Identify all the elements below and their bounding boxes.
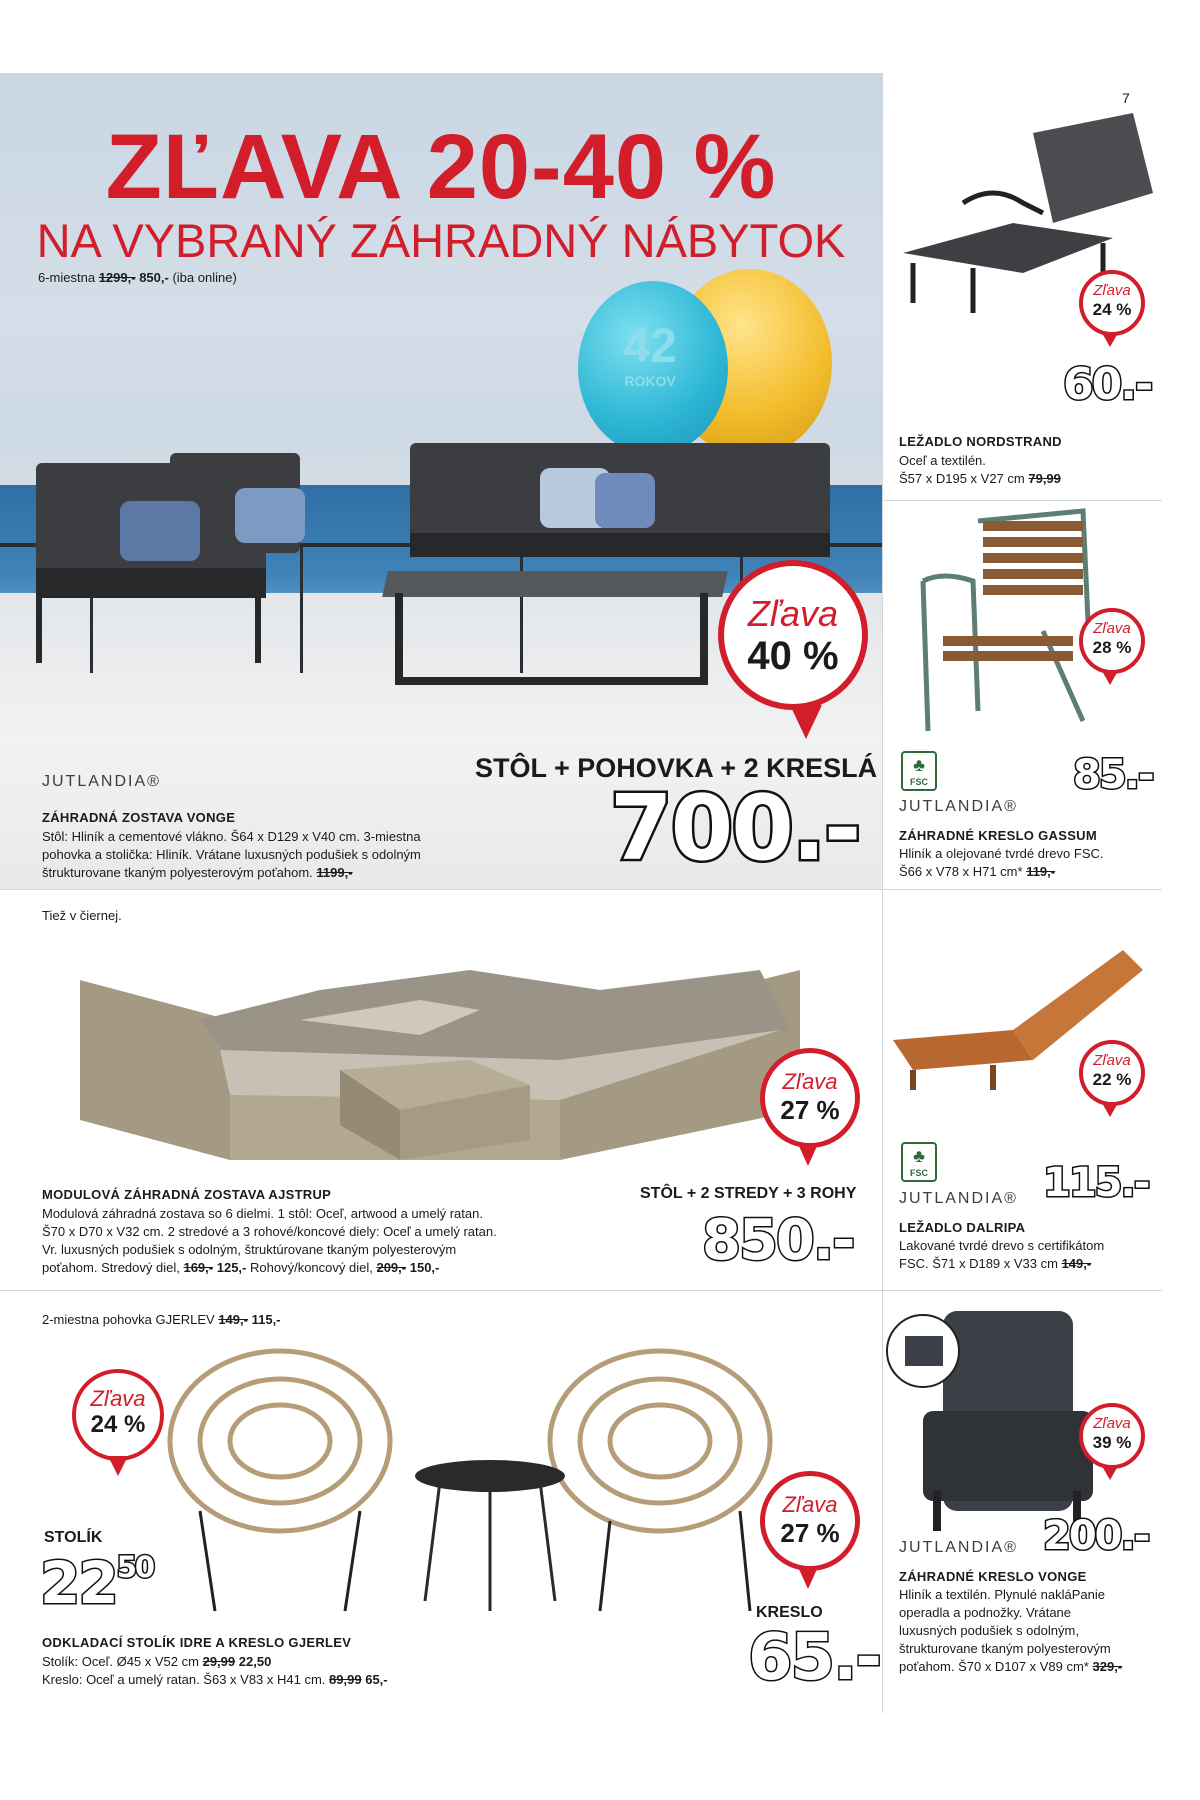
- price: 85.-: [1073, 752, 1153, 798]
- product-title: ODKLADACÍ STOLÍK IDRE A KRESLO GJERLEV: [42, 1635, 352, 1650]
- product-nordstrand: [883, 73, 1163, 500]
- product-vonge-chair: [883, 1291, 1163, 1731]
- hero-note-new-price: 850,-: [139, 270, 169, 285]
- description-line: [42, 1671, 388, 1689]
- table-base: [395, 677, 708, 685]
- railing-post: [520, 543, 523, 673]
- coffee-table: [382, 571, 728, 597]
- description-line: [899, 470, 1061, 488]
- discount-badge-value: 39 %: [1092, 1433, 1132, 1452]
- old-price: 169,-: [183, 1260, 214, 1275]
- discount-badge-label: Zľava: [782, 1492, 838, 1517]
- new-price: 125,-: [216, 1260, 247, 1275]
- description-line: operadla a podnožky. Vrátane: [899, 1605, 1072, 1620]
- product-description: [42, 1205, 497, 1277]
- discount-badge: [1079, 1040, 1145, 1106]
- discount-badge-label: Zľava: [1093, 282, 1131, 299]
- balloon-label: ROKOV: [624, 373, 676, 389]
- product-title: LEŽADLO DALRIPA: [899, 1220, 1026, 1235]
- pillow: [595, 473, 655, 528]
- discount-badge-tail: [1102, 1466, 1118, 1480]
- product-title: LEŽADLO NORDSTRAND: [899, 434, 1062, 449]
- hero-note-prefix: 6-miestna: [38, 270, 96, 285]
- new-price: 65,-: [365, 1672, 388, 1687]
- description-line: [42, 1259, 497, 1277]
- description-line: Hliník a olejované tvrdé drevo FSC.: [899, 846, 1104, 861]
- modular-sofa-image: [0, 910, 882, 1170]
- pillow: [235, 488, 305, 543]
- new-price: 115,-: [251, 1312, 281, 1327]
- description-line: Stôl: Hliník a cementové vlákno. Š64 x D129 x V40 cm. 3-miestna: [42, 829, 421, 844]
- balloon-number: 42: [623, 320, 677, 373]
- description-text: FSC. Š71 x D189 x V33 cm: [899, 1256, 1058, 1271]
- description-text: Stolík: Oceľ. Ø45 x V52 cm: [42, 1654, 199, 1669]
- discount-badge-label: Zľava: [1093, 1052, 1131, 1069]
- product-title: ZÁHRADNÉ KRESLO VONGE: [899, 1569, 1087, 1584]
- old-price: 119,-: [1026, 864, 1056, 879]
- description-line: pohovka a stolička: Hliník. Vrátane luxusných podušiek s odolným: [42, 847, 421, 862]
- product-dalripa: [883, 890, 1163, 1290]
- discount-badge: [760, 1048, 860, 1148]
- discount-badge-value: 40 %: [747, 634, 839, 678]
- product-description: [899, 845, 1103, 881]
- old-price: 149,-: [218, 1312, 248, 1327]
- brand-logo: JUTLANDIA®: [42, 773, 161, 790]
- kreslo-label: KRESLO: [756, 1604, 823, 1621]
- discount-badge-value: 28 %: [1092, 638, 1132, 657]
- armchair-left-leg: [36, 593, 42, 663]
- table-leg: [700, 593, 708, 683]
- product-description: [899, 452, 1061, 488]
- hero-subtitle: NA VYBRANÝ ZÁHRADNÝ NÁBYTOK: [36, 214, 846, 267]
- armchair-left-frame: [36, 568, 266, 598]
- brand-logo: JUTLANDIA®: [899, 798, 1018, 815]
- page-number: 7: [1122, 90, 1130, 106]
- discount-badge-tail: [1102, 1103, 1118, 1117]
- description-text: Š57 x D195 x V27 cm: [899, 471, 1025, 486]
- discount-badge: [1079, 270, 1145, 336]
- price: 200.-: [1043, 1513, 1149, 1559]
- hero-section: [0, 73, 882, 889]
- product-idre-gjerlev: [0, 1291, 882, 1731]
- product-description: [42, 828, 421, 882]
- product-gassum: [883, 501, 1163, 889]
- description-text: poťahom. Š70 x D107 x V89 cm*: [899, 1659, 1089, 1674]
- fsc-label: FSC: [910, 1168, 928, 1178]
- description-line: [899, 863, 1103, 881]
- hero-note: [38, 269, 237, 287]
- discount-badge-label: Zľava: [1093, 1415, 1131, 1432]
- description-line: [899, 1658, 1122, 1676]
- discount-badge-tail: [790, 705, 822, 739]
- discount-badge-tail: [798, 1144, 818, 1166]
- discount-badge-label: Zľava: [1093, 620, 1131, 637]
- discount-badge-tail: [1102, 333, 1118, 347]
- description-line: Modulová záhradná zostava so 6 dielmi. 1 stôl: Oceľ, artwood a umelý ratan.: [42, 1206, 483, 1221]
- old-price: 209,-: [376, 1260, 407, 1275]
- tree-icon: ♣: [913, 755, 925, 775]
- old-price: 29,99: [202, 1654, 236, 1669]
- price: 115.-: [1043, 1160, 1149, 1206]
- discount-badge: [1079, 1403, 1145, 1469]
- price: 700.-: [610, 776, 860, 881]
- product-description: [899, 1586, 1122, 1676]
- price: 60.-: [1063, 359, 1152, 410]
- price-stolik-cents: 50: [116, 1549, 154, 1584]
- price-kreslo: 65.-: [748, 1621, 880, 1695]
- description-line: Oceľ a textilén.: [899, 453, 986, 468]
- description-line: Lakované tvrdé drevo s certifikátom: [899, 1238, 1105, 1253]
- sofa-frame: [410, 533, 830, 557]
- discount-badge: [1079, 608, 1145, 674]
- new-price: 22,50: [238, 1654, 272, 1669]
- description-text: Rohový/koncový diel,: [250, 1260, 373, 1275]
- description-line: [42, 864, 421, 882]
- product-title: ZÁHRADNÉ KRESLO GASSUM: [899, 828, 1097, 843]
- discount-badge-value: 22 %: [1092, 1070, 1132, 1089]
- hero-title: ZĽAVA 20-40 %: [105, 116, 777, 218]
- description-text: Kreslo: Oceľ a umelý ratan. Š63 x V83 x H41 cm.: [42, 1672, 326, 1687]
- product-title: MODULOVÁ ZÁHRADNÁ ZOSTAVA AJSTRUP: [42, 1187, 332, 1202]
- discount-badge-value: 24 %: [1092, 300, 1132, 319]
- discount-badge-value: 24 %: [90, 1411, 146, 1438]
- description-text: Š66 x V78 x H71 cm*: [899, 864, 1023, 879]
- description-line: Š70 x D70 x V32 cm. 2 stredové a 3 rohové/koncové diely: Oceľ a umelý ratan.: [42, 1224, 497, 1239]
- stolik-label: STOLÍK: [44, 1529, 103, 1546]
- old-price: 89,99: [329, 1672, 362, 1687]
- combo-label: STÔL + POHOVKA + 2 KRESLÁ: [475, 753, 878, 783]
- railing-post: [300, 543, 303, 673]
- product-ajstrup: [0, 890, 882, 1290]
- brand-logo: JUTLANDIA®: [899, 1539, 1018, 1556]
- discount-badge: [72, 1369, 164, 1461]
- description-line: štrukturovane tkaným polyesterovým: [899, 1641, 1111, 1656]
- description-line: Hliník a textilén. Plynulé nakláPanie: [899, 1587, 1105, 1602]
- sofa-note-text: 2-miestna pohovka GJERLEV: [42, 1312, 215, 1327]
- discount-badge-tail: [798, 1567, 818, 1589]
- new-price: 150,-: [409, 1260, 440, 1275]
- product-description: [899, 1237, 1104, 1273]
- table-leg: [395, 593, 403, 683]
- discount-badge-label: Zľava: [782, 1069, 838, 1094]
- armchair-left-leg: [255, 593, 261, 663]
- price: 850.-: [702, 1208, 854, 1273]
- discount-badge: [760, 1471, 860, 1571]
- discount-badge-value: 27 %: [780, 1518, 840, 1548]
- description-line: luxusných podušiek s odolným,: [899, 1623, 1079, 1638]
- fsc-label: FSC: [910, 777, 928, 787]
- price-stolik: [40, 1549, 153, 1617]
- tree-icon: ♣: [913, 1146, 925, 1166]
- description-line: Vr. luxusných podušiek s odolným, štruktúrovane tkaným polyesterovým: [42, 1242, 457, 1257]
- fsc-logo: [901, 1142, 937, 1182]
- price-stolik-main: 22: [40, 1549, 117, 1617]
- pillow: [120, 501, 200, 561]
- description-text: poťahom. Stredový diel,: [42, 1260, 180, 1275]
- discount-badge-value: 27 %: [780, 1095, 840, 1125]
- discount-badge: [718, 560, 868, 710]
- discount-badge-label: Zľava: [90, 1386, 146, 1411]
- old-price: 79,99: [1028, 471, 1061, 486]
- description-line: [42, 1653, 388, 1671]
- old-price: 1199,-: [316, 865, 353, 880]
- product-title: ZÁHRADNÁ ZOSTAVA VONGE: [42, 810, 236, 825]
- fsc-logo: [901, 751, 937, 791]
- hero-note-suffix: (iba online): [172, 270, 237, 285]
- color-note: Tiež v čiernej.: [42, 908, 122, 923]
- hero-note-old-price: 1299,-: [98, 270, 136, 285]
- discount-badge-label: Zľava: [747, 593, 839, 634]
- old-price: 149,-: [1061, 1256, 1092, 1271]
- description-text: štrukturovane tkaným polyesterovým poťahom.: [42, 865, 313, 880]
- brand-logo: JUTLANDIA®: [899, 1190, 1018, 1207]
- discount-badge-tail: [108, 1456, 128, 1476]
- description-line: [899, 1255, 1104, 1273]
- product-description: [42, 1653, 388, 1689]
- discount-badge-tail: [1102, 671, 1118, 685]
- combo-label: STÔL + 2 STREDY + 3 ROHY: [640, 1185, 857, 1202]
- old-price: 329,-: [1092, 1659, 1123, 1674]
- sofa-note: [42, 1311, 281, 1329]
